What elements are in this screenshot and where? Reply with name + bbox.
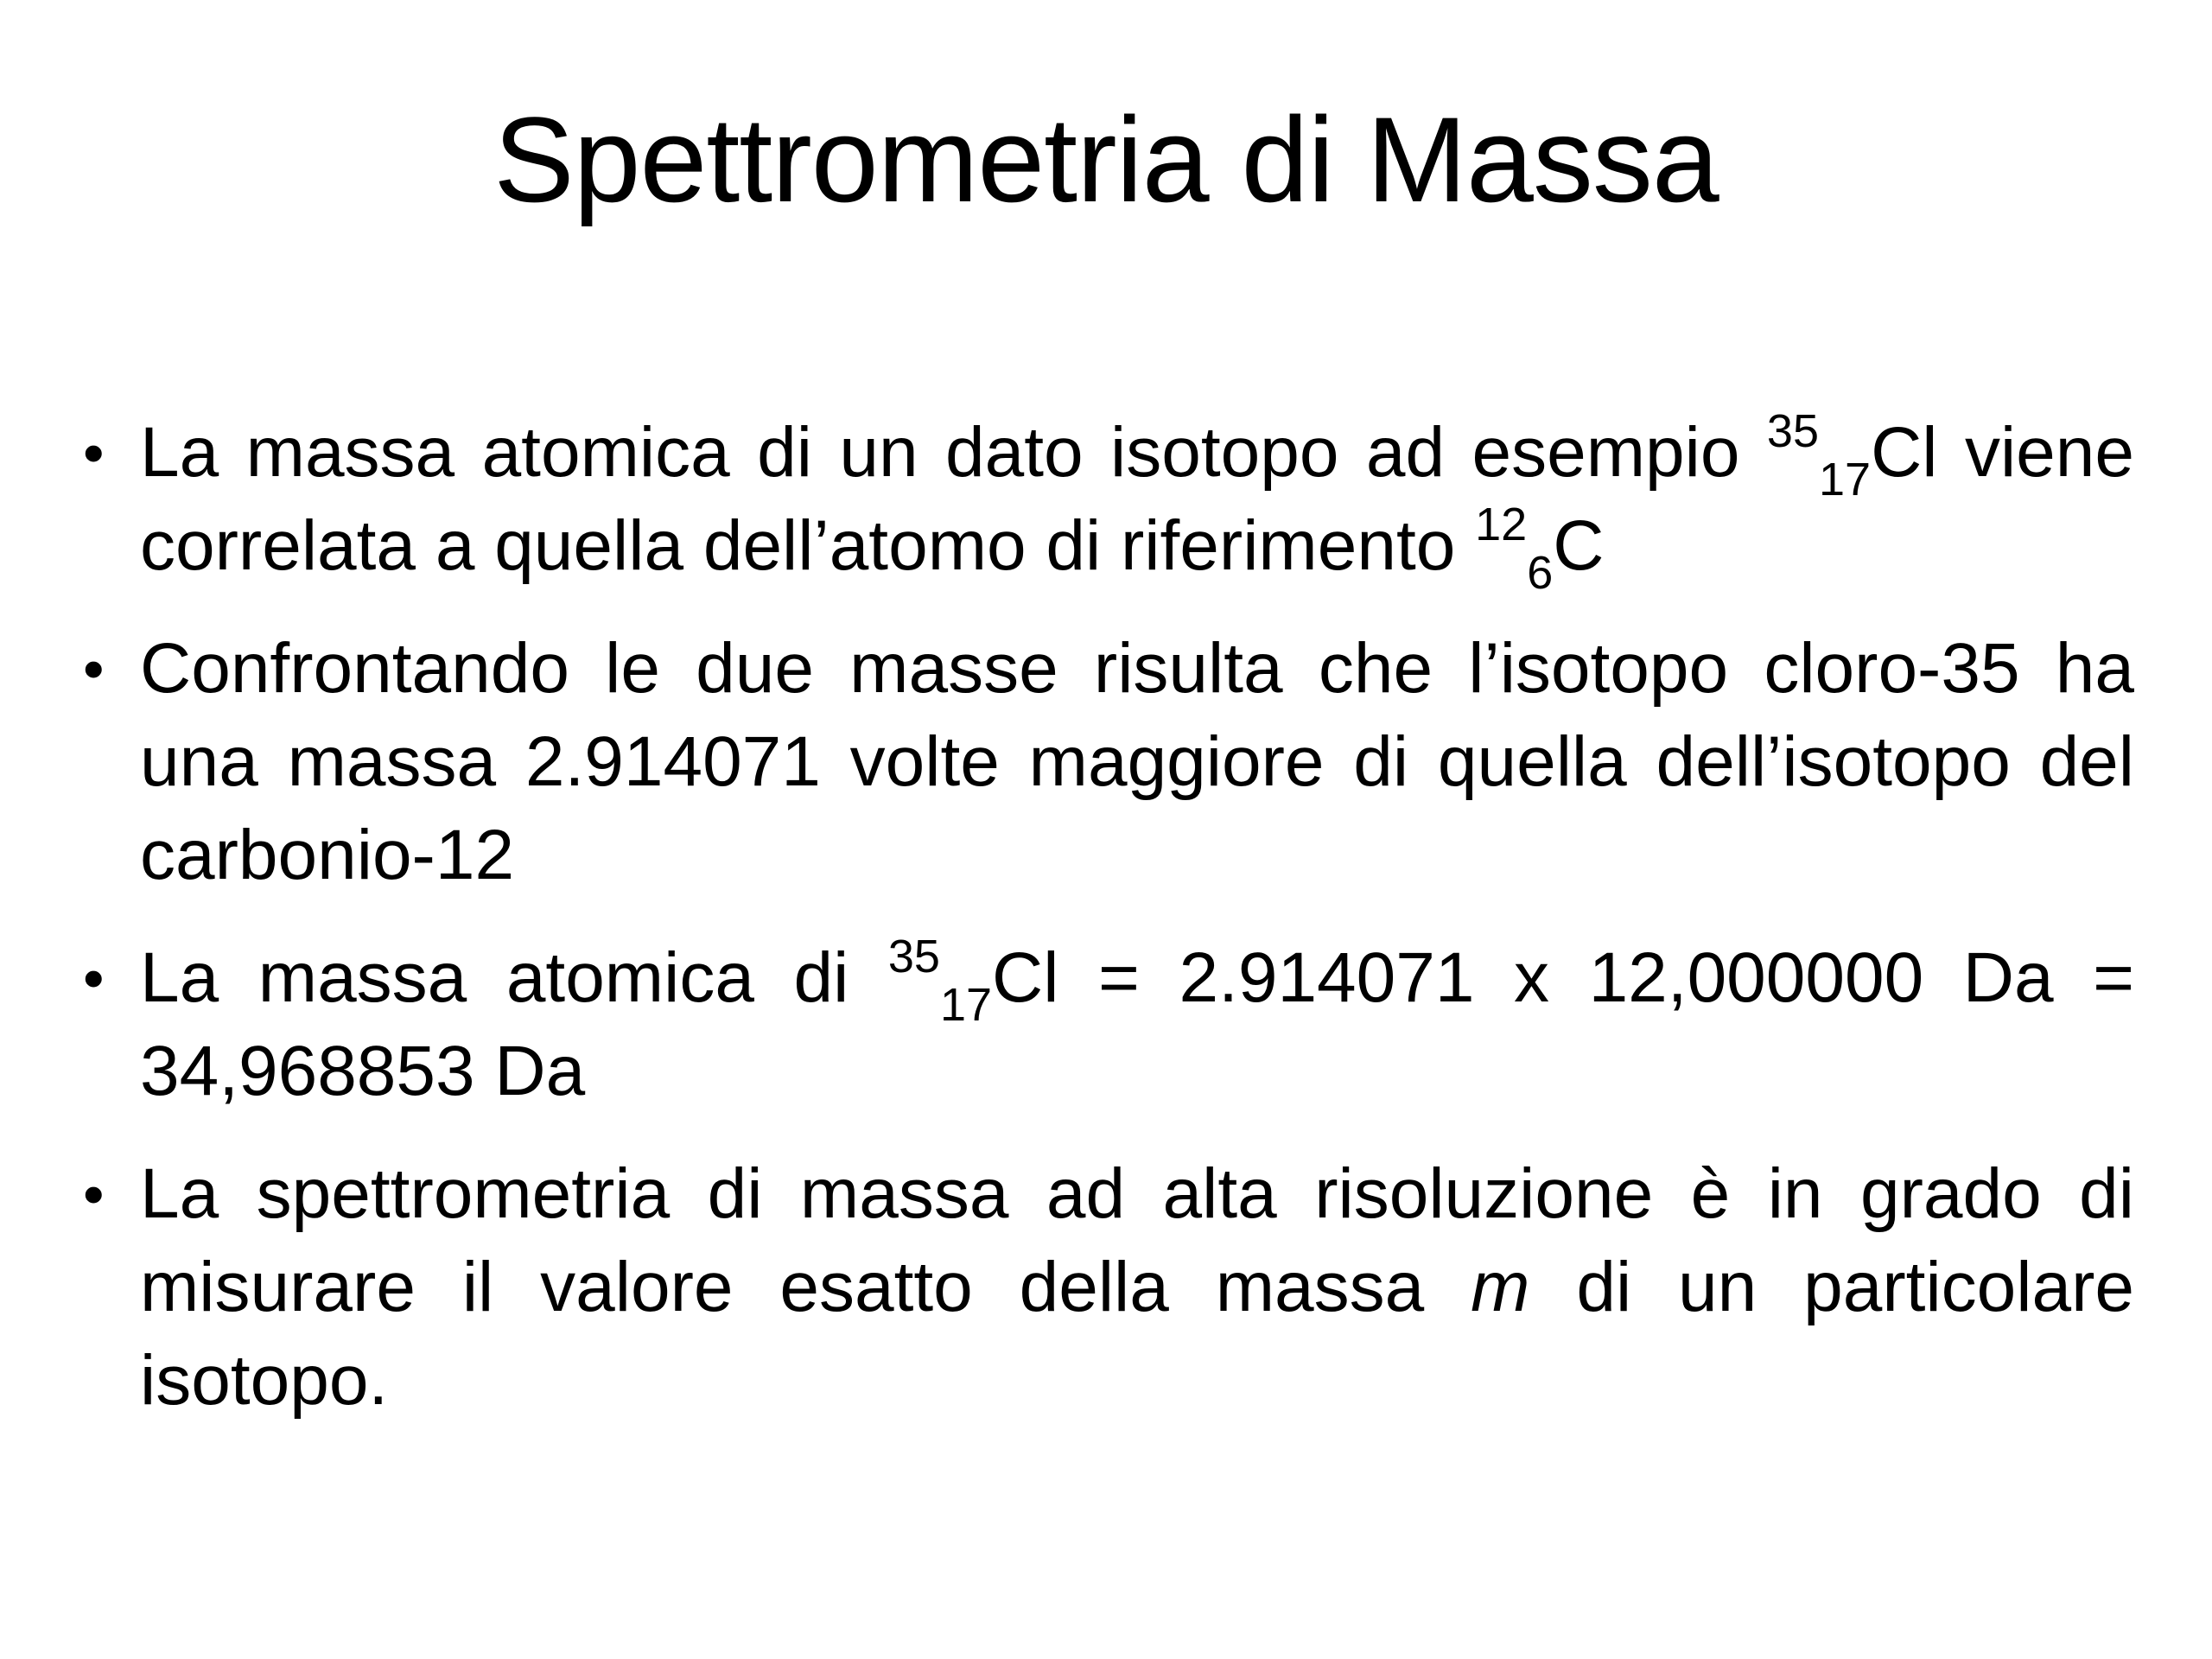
bullet-dot: • [83, 1160, 105, 1228]
bullet-dot: • [83, 419, 105, 486]
mass-variable: m [1471, 1248, 1530, 1326]
bullet-4-text-b: di un particolare isotopo. [140, 1248, 2134, 1420]
bullet-3-text-a: La massa atomica di [140, 938, 849, 1017]
isotope-symbol: C [1553, 506, 1605, 585]
bullet-4-text-a: La spettrometria di massa ad alta risoluzione è in grado di misurare il valore esatto della massa [140, 1154, 2134, 1326]
isotope-chlorine-35 [1766, 405, 1938, 505]
isotope-symbol: Cl [992, 938, 1059, 1017]
bullet-item-2 [78, 622, 2134, 902]
bullet-1-text-b: viene correlata a quella dell’atomo di riferimento [140, 413, 2134, 585]
bullet-item-1 [78, 405, 2134, 599]
bullet-3-text-b: = 2.914071 x 12,000000 Da = 34,968853 Da [140, 938, 2134, 1110]
isotope-atomic-number: 6 [1527, 547, 1554, 599]
isotope-mass-number: 35 [887, 931, 940, 982]
slide-title: Spettrometria di Massa [493, 92, 1719, 227]
isotope-carbon-12 [1475, 499, 1605, 599]
isotope-symbol: Cl [1871, 413, 1938, 492]
bullet-2-text: Confrontando le due masse risulta che l’isotopo cloro-35 ha una massa 2.914071 volte maggiore di quella dell’isotopo del carbonio-12 [140, 629, 2134, 894]
bullet-1-text-a: La massa atomica di un dato isotopo ad esempio [140, 413, 1740, 492]
isotope-chlorine-35 [887, 931, 1059, 1031]
bullet-dot: • [83, 635, 105, 702]
bullet-item-3 [78, 931, 2134, 1118]
isotope-mass-number: 12 [1475, 499, 1528, 550]
bullet-item-4 [78, 1147, 2134, 1427]
isotope-atomic-number: 17 [1819, 454, 1872, 505]
isotope-atomic-number: 17 [939, 979, 993, 1031]
isotope-mass-number: 35 [1766, 405, 1819, 457]
bullet-list [78, 406, 2134, 1457]
bullet-dot: • [83, 944, 105, 1012]
